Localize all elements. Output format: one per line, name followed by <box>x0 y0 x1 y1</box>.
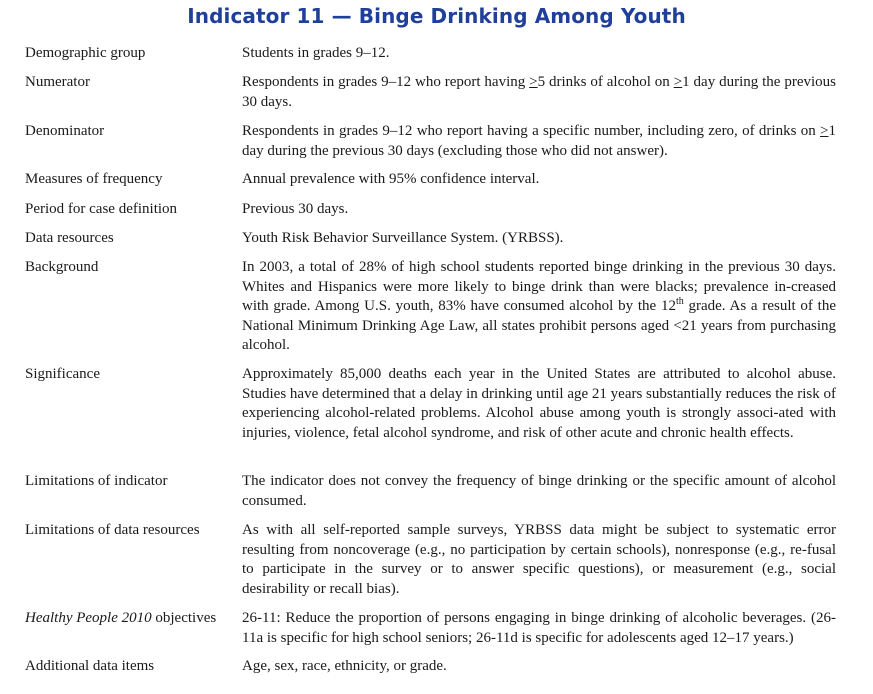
row-label: Measures of frequency <box>25 171 163 187</box>
row-value: Respondents in grades 9–12 who report having a specific number, including zero, of drinks on >1 day during the previous 30 days (excluding those who did not answer). <box>242 123 836 159</box>
row-value: Youth Risk Behavior Surveillance System. (YRBSS). <box>242 230 564 246</box>
row-label: Demographic group <box>25 45 146 61</box>
row-label: Denominator <box>25 123 105 139</box>
row-label: Period for case definition <box>25 201 178 217</box>
row-value: Previous 30 days. <box>242 201 349 217</box>
row-value: Age, sex, race, ethnicity, or grade. <box>242 658 447 674</box>
row-value: Respondents in grades 9–12 who report having >5 drinks of alcohol on >1 day during the previous 30 days. <box>242 74 836 110</box>
row-value: 26-11: Reduce the proportion of persons engaging in binge drinking of alcoholic beverages. (26-11a is specific for high school seniors; 26-11d is specific for adolescents aged 12–17 years.) <box>242 610 836 646</box>
row-label: Limitations of data resources <box>25 522 200 538</box>
row-label: Numerator <box>25 74 90 90</box>
row-value: The indicator does not convey the frequency of binge drinking or the specific amount of alcohol consumed. <box>242 473 836 509</box>
row-value: Approximately 85,000 deaths each year in the United States are attributed to alcohol abuse. Studies have determined that a delay in drinking until age 21 years substantially reduces the risk of experiencing alcohol-related problems. Alcohol abuse among youth is strongly associ-ated with injuries, violence, fetal alcohol syndrome, and risk of other acute and chronic health effects. <box>242 366 837 441</box>
row-label: Background <box>25 259 99 275</box>
row-value: Students in grades 9–12. <box>242 45 390 61</box>
row-label: Significance <box>25 366 100 382</box>
page-title: Indicator 11 — Binge Drinking Among Youth <box>187 4 686 28</box>
row-label: Limitations of indicator <box>25 473 168 489</box>
row-value: In 2003, a total of 28% of high school students reported binge drinking in the previous 30 days. Whites and Hispanics were more likely to binge drink than were blacks; prevalence in-creased with grade. Among U.S. youth, 83% have consumed alcohol by the 12th grade. As a result of the National Minimum Drinking Age Law, all states prohibit persons aged <21 years from purchasing alcohol. <box>242 259 836 354</box>
row-value: As with all self-reported sample surveys, YRBSS data might be subject to systematic error resulting from noncoverage (e.g., no participation by certain schools), nonresponse (e.g., re-fusal to participate in the survey or to answer specific questions), or measurement (e.g., social desirability or recall bias). <box>242 522 836 597</box>
row-value: Annual prevalence with 95% confidence interval. <box>242 171 540 187</box>
row-label: Healthy People 2010 objectives <box>25 610 217 626</box>
row-label: Additional data items <box>25 658 155 674</box>
row-label: Data resources <box>25 230 114 246</box>
